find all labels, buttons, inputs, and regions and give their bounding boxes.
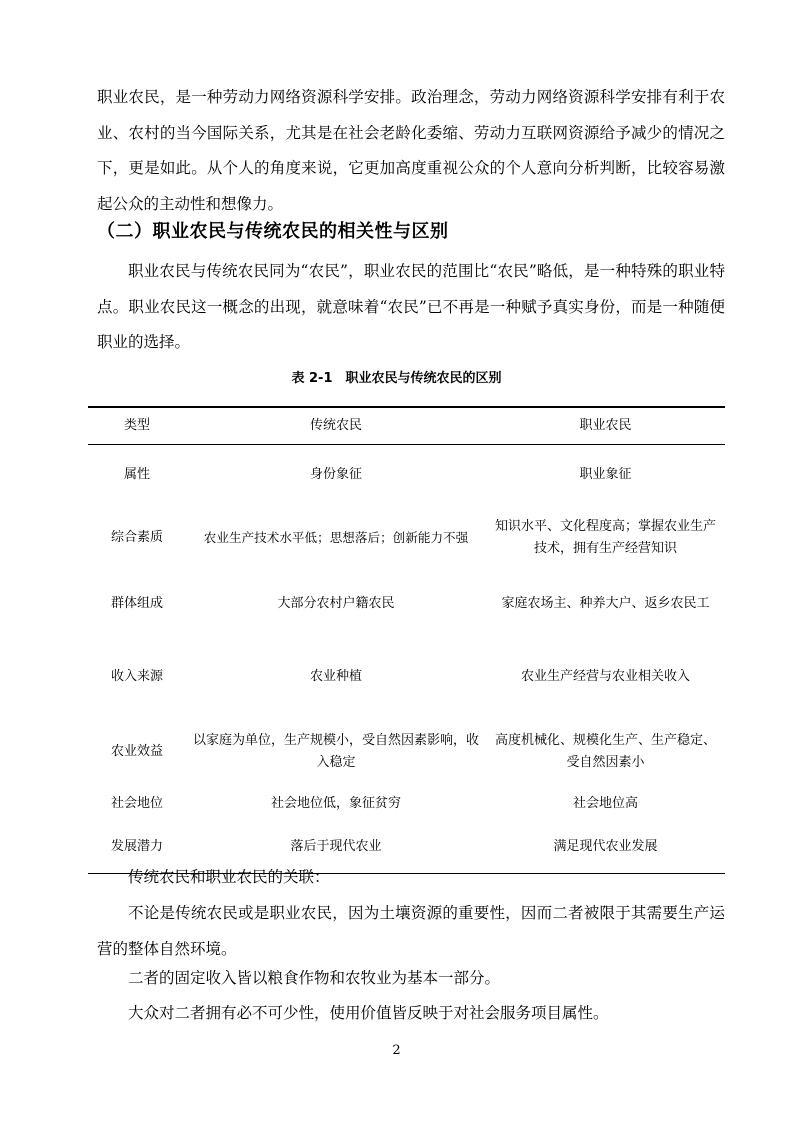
table-row xyxy=(88,505,725,571)
relation-paragraph-2: 二者的固定收入皆以粮食作物和农牧业为基本一部分。 xyxy=(128,969,501,987)
row-traditional: 落后于现代农业 xyxy=(290,838,382,854)
row-professional: 社会地位高 xyxy=(572,795,638,811)
section-paragraph: 职业农民与传统农民同为“农民”，职业农民的范围比“农民”略低，是一种特殊的职业特点。职业农民这一概念的出现，就意味着“农民”已不再是一种赋予真实身份，而是一种随便职业的选择。 xyxy=(97,262,725,351)
row-type: 群体组成 xyxy=(110,595,163,611)
row-professional: 高度机械化、规模化生产、生产稳定、受自然因素小 xyxy=(494,732,716,770)
table-row xyxy=(88,445,725,505)
relation-paragraph-1: 不论是传统农民或是职业农民，因为土壤资源的重要性，因而二者被限于其需要生产运营的整体自然环境。 xyxy=(97,904,725,958)
relation-paragraph-3: 大众对二者拥有必不可少性，使用价值皆反映于对社会服务项目属性。 xyxy=(128,1004,609,1022)
row-professional: 农业生产经营与农业相关收入 xyxy=(520,668,690,684)
row-type: 属性 xyxy=(123,466,150,482)
row-traditional: 社会地位低，象征贫穷 xyxy=(270,795,401,811)
table-row xyxy=(88,787,725,821)
row-professional: 知识水平、文化程度高；掌握农业生产技术，拥有生产经营知识 xyxy=(494,518,716,556)
row-traditional: 身份象征 xyxy=(309,466,362,482)
header-type: 类型 xyxy=(123,418,150,433)
row-professional: 满足现代农业发展 xyxy=(553,838,658,854)
row-type: 发展潜力 xyxy=(110,838,163,854)
table-caption: 表 2-1 职业农民与传统农民的区别 xyxy=(291,371,502,386)
intro-paragraph: 职业农民，是一种劳动力网络资源科学安排。政治理念，劳动力网络资源科学安排有利于农业、农村的当今国际关系，尤其是在社会老龄化委缩、劳动力互联网资源给予减少的情况之下，更是如此。从个人的角度来说，它更加高度重视公众的个人意向分析判断，比较容易激起公众的主动性和想像力。 xyxy=(97,88,725,213)
relation-heading: 传统农民和职业农民的关联： xyxy=(128,868,330,886)
table-row xyxy=(88,717,725,787)
row-type: 收入来源 xyxy=(110,668,163,684)
row-traditional: 农业生产技术水平低；思想落后；创新能力不强 xyxy=(203,529,469,545)
header-professional: 职业农民 xyxy=(579,418,632,433)
header-traditional: 传统农民 xyxy=(309,418,362,433)
row-traditional: 大部分农村户籍农民 xyxy=(277,595,395,611)
row-traditional: 以家庭为单位，生产规模小，受自然因素影响，收入稳定 xyxy=(192,732,479,770)
comparison-table-container xyxy=(88,406,725,874)
table-row xyxy=(88,637,725,717)
comparison-table xyxy=(88,406,725,874)
row-type: 综合素质 xyxy=(110,529,163,545)
table-row xyxy=(88,571,725,637)
table-header-row xyxy=(88,407,725,445)
row-type: 社会地位 xyxy=(110,795,163,811)
row-traditional: 农业种植 xyxy=(309,668,362,684)
page-number: 2 xyxy=(392,1043,401,1058)
row-professional: 家庭农场主、种养大户、返乡农民工 xyxy=(501,595,710,611)
row-professional: 职业象征 xyxy=(579,466,632,482)
section-heading: （二）职业农民与传统农民的相关性与区别 xyxy=(97,221,449,242)
row-type: 农业效益 xyxy=(110,743,163,759)
